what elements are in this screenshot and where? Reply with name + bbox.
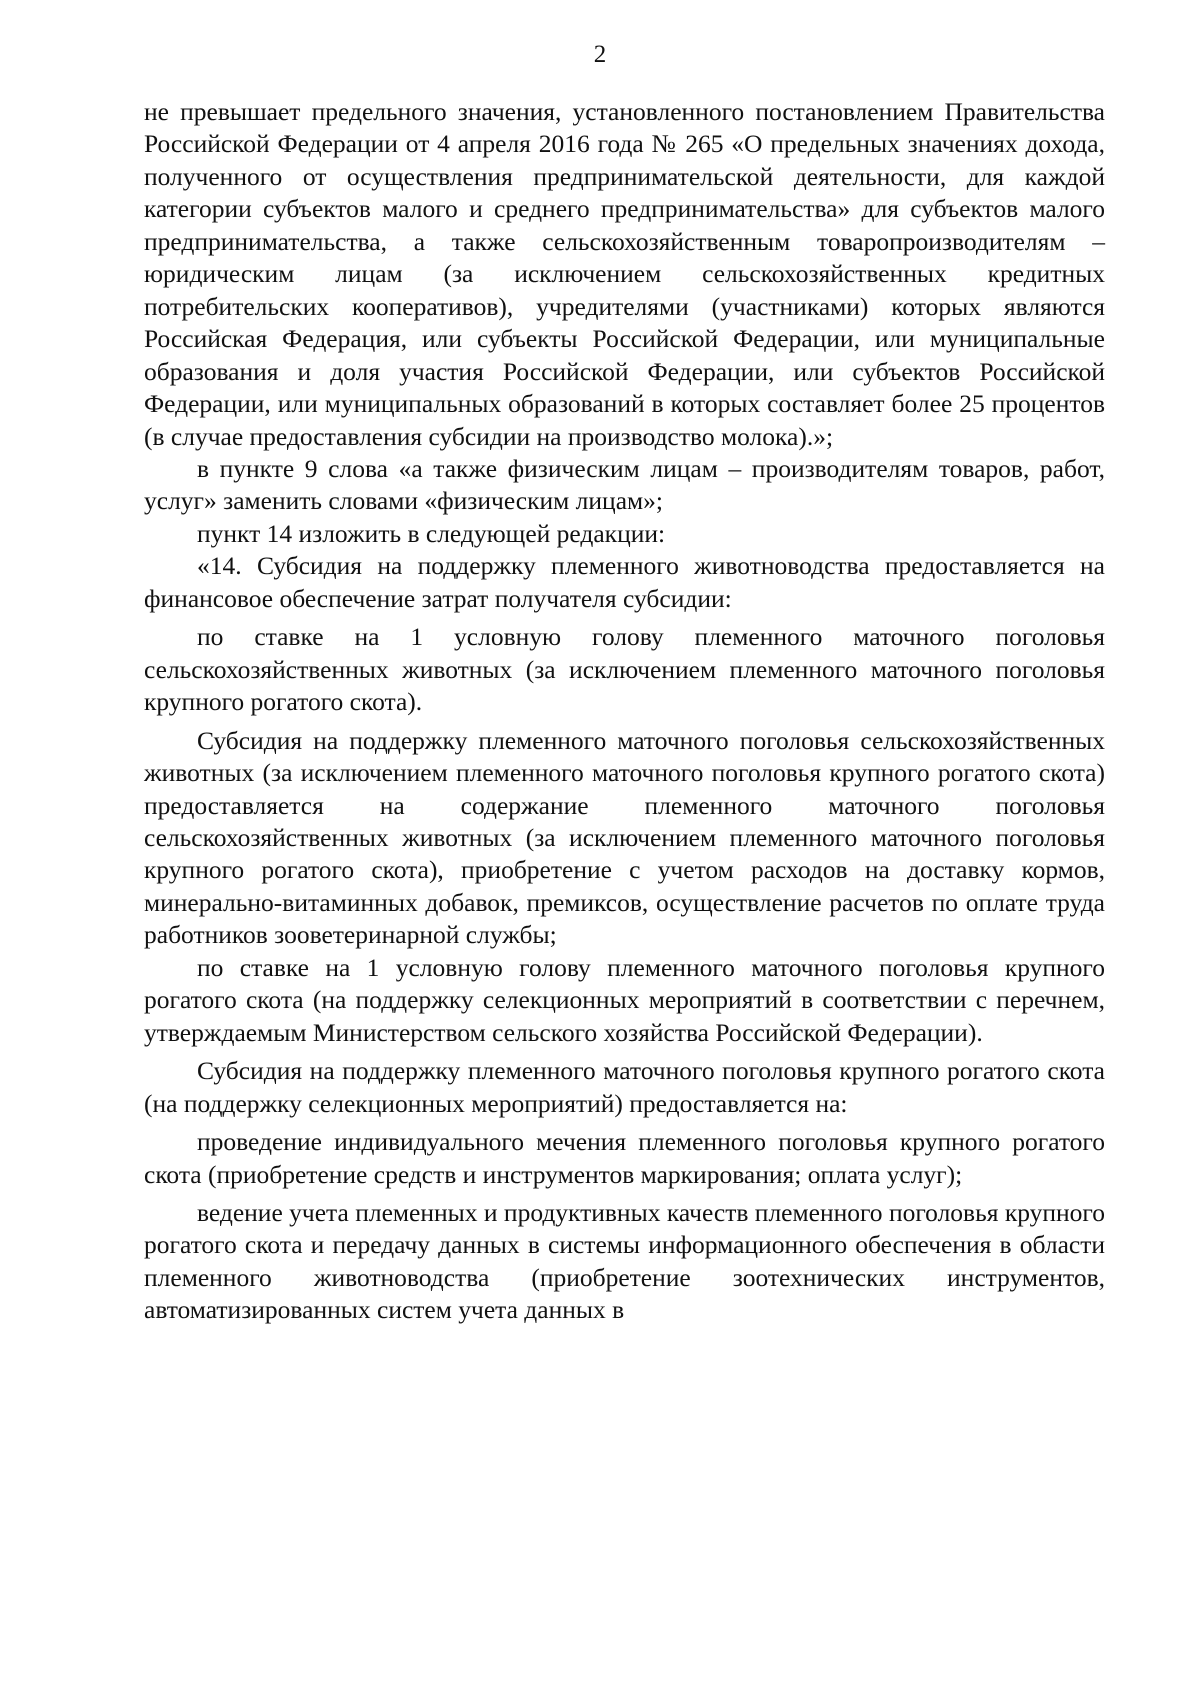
paragraph-point-14-text: «14. Субсидия на поддержку племенного животноводства предоставляется на финансовое обеспечение затрат получателя субсидии: — [144, 551, 1105, 613]
paragraph-subsidy-cattle-purposes: Субсидия на поддержку племенного маточного поголовья крупного рогатого скота (на поддержку селекционных мероприятий) предоставляется на: — [144, 1056, 1105, 1118]
paragraph-point-9-amendment: в пункте 9 слова «а также физическим лицам – производителям товаров, работ, услуг» заменить словами «физическим лицам»; — [144, 453, 1105, 516]
paragraph-point-14-intro: пункт 14 изложить в следующей редакции: — [197, 518, 666, 548]
paragraph-breeding-records: ведение учета племенных и продуктивных качеств племенного поголовья крупного рогатого скота и передачу данных в системы информационного обеспечения в области племенного животноводства (приобретение зоотехнических инструментов, автоматизированных систем учета данных в — [144, 1197, 1105, 1325]
paragraph-income-limit-continuation: не превышает предельного значения, установленного постановлением Правительства Российской Федерации от 4 апреля 2016 года № 265 «О предельных значениях дохода, полученного от осуществления предпринимательской деятельности, для каждой категории субъектов малого и среднего предпринимательства» для субъектов малого предпринимательства, а также сельскохозяйственным товаропроизводителям – юридическим лицам (за исключением сельскохозяйственных кредитных потребительских кооперативов), учредителями (участниками) которых являются Российская Федерация, или субъекты Российской Федерации, или муниципальные образования и доля участия Российской Федерации, или субъектов Российской Федерации, или муниципальных образований в которых составляет более 25 процентов (в случае предоставления субсидии на производство молока).»; — [144, 97, 1105, 451]
paragraph-rate-per-head-cattle: по ставке на 1 условную голову племенного маточного поголовья крупного рогатого скота (на поддержку селекционных мероприятий в соответствии с перечнем, утверждаемым Министерством сельского хозяйства Российской Федерации). — [144, 952, 1105, 1047]
paragraph-rate-per-head-livestock: по ставке на 1 условную голову племенного маточного поголовья сельскохозяйственных животных (за исключением племенного маточного поголовья крупного рогатого скота). — [144, 622, 1105, 717]
paragraph-individual-marking: проведение индивидуального мечения племенного поголовья крупного рогатого скота (приобретение средств и инструментов маркирования; оплата услуг); — [144, 1127, 1105, 1189]
document-body — [144, 96, 1105, 1327]
page-number: 2 — [593, 41, 607, 68]
paragraph-subsidy-livestock-purposes: Субсидия на поддержку племенного маточного поголовья сельскохозяйственных животных (за исключением племенного маточного поголовья крупного рогатого скота) предоставляется на содержание племенного маточного поголовья сельскохозяйственных животных (за исключением племенного маточного поголовья крупного рогатого скота), приобретение с учетом расходов на доставку кормов, минерально-витаминных добавок, премиксов, осуществление расчетов по оплате труда работников зооветеринарной службы; — [144, 725, 1105, 950]
